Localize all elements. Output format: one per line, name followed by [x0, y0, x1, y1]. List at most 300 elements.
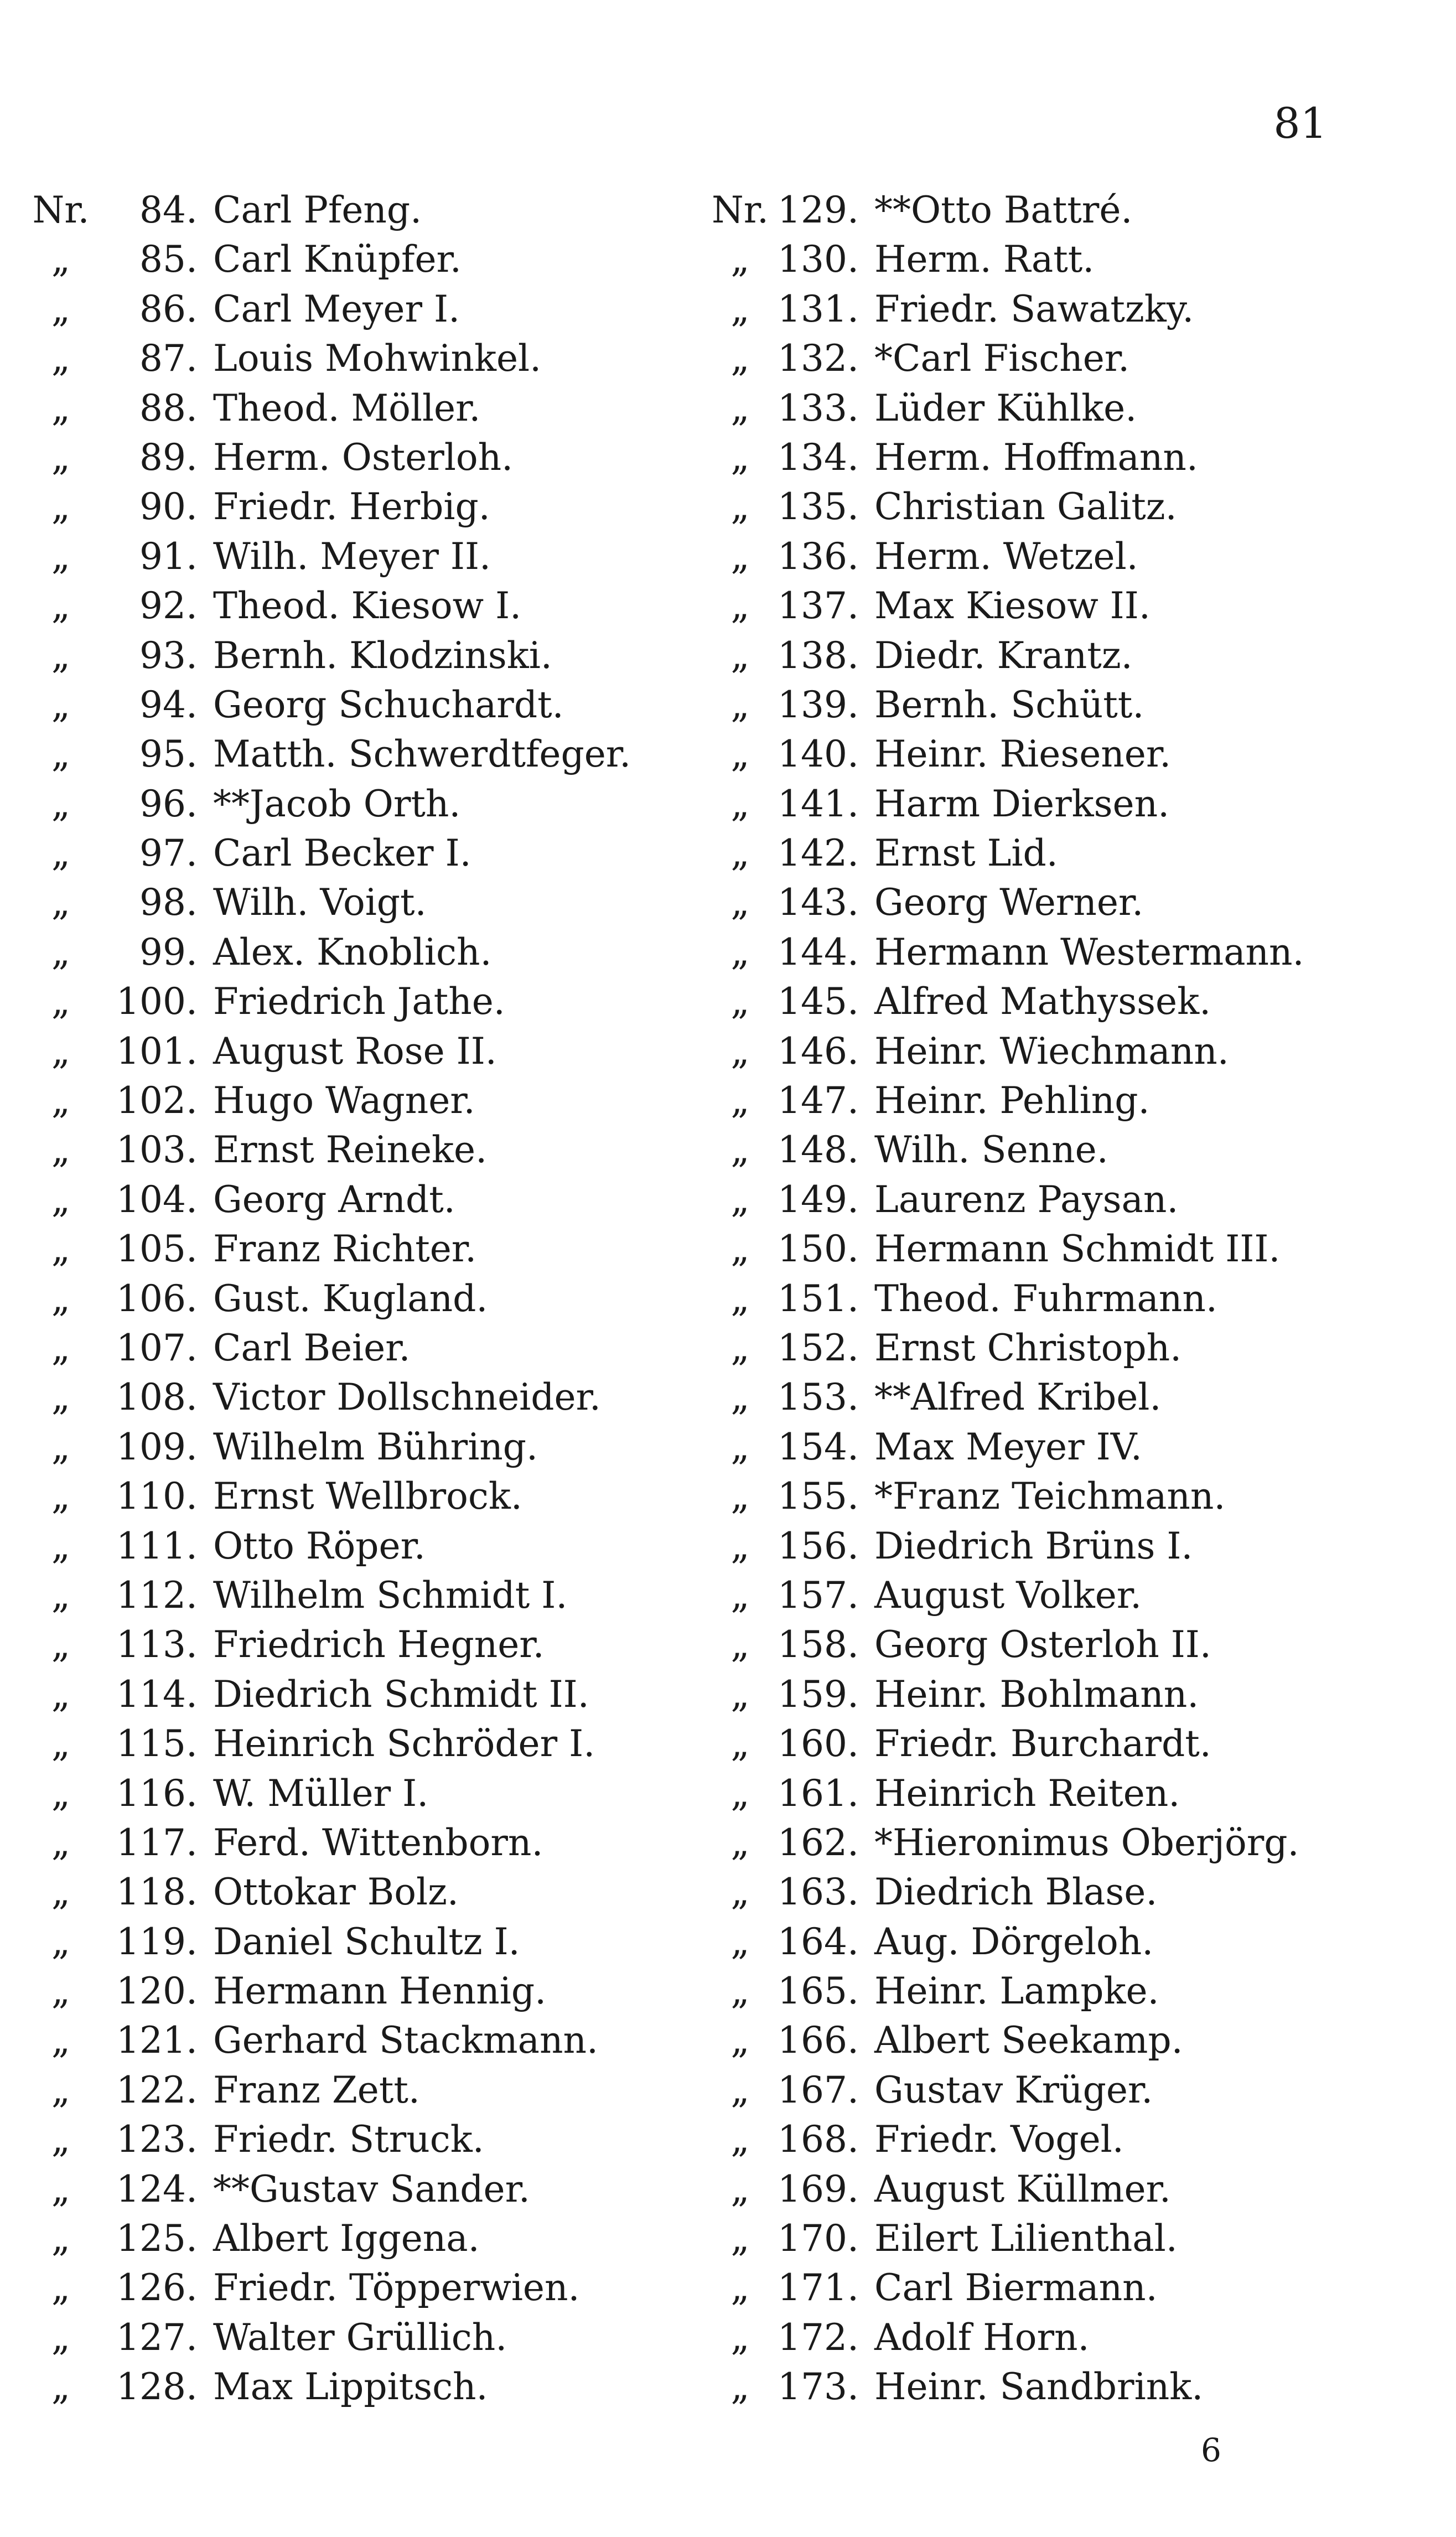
entry-prefix: „ — [51, 1821, 71, 1864]
entry-number: 155. — [778, 1475, 859, 1518]
list-item — [706, 1818, 1304, 1867]
entry-number: 163. — [778, 1871, 859, 1914]
entry-number: 169. — [778, 2167, 859, 2210]
entry-prefix: „ — [730, 386, 750, 429]
entry-number: 164. — [778, 1920, 859, 1963]
list-item — [25, 2214, 631, 2263]
entry-number: 96. — [139, 782, 198, 825]
entry-number: 110. — [116, 1475, 198, 1518]
entry-number: 97. — [139, 832, 198, 875]
entry-number: 94. — [139, 683, 198, 726]
entry-prefix: „ — [730, 832, 750, 875]
entry-name: August Rose II. — [213, 1029, 497, 1073]
entry-name: Carl Meyer I. — [213, 287, 460, 330]
entry-name: Otto Röper. — [213, 1524, 426, 1567]
entry-number: 152. — [778, 1326, 859, 1369]
entry-name: Wilhelm Schmidt I. — [213, 1573, 568, 1617]
list-item — [25, 2016, 631, 2065]
entry-name: **Alfred Kribel. — [874, 1376, 1162, 1419]
entry-number: 161. — [778, 1772, 859, 1815]
entry-name: Aug. Dörgeloh. — [874, 1920, 1154, 1963]
entry-number: 85. — [139, 238, 198, 281]
entry-prefix: „ — [51, 1425, 71, 1468]
entry-prefix: „ — [730, 535, 750, 578]
entry-number: 160. — [778, 1722, 859, 1765]
list-item — [706, 1224, 1304, 1273]
entry-prefix: Nr. — [32, 189, 90, 231]
entry-number: 101. — [116, 1029, 198, 1073]
list-item — [25, 729, 631, 779]
entry-number: 95. — [139, 733, 198, 776]
list-item — [25, 2313, 631, 2362]
list-item — [706, 1867, 1304, 1917]
entry-prefix: „ — [51, 1178, 71, 1221]
entry-number: 131. — [778, 287, 859, 330]
entry-number: 150. — [778, 1228, 859, 1271]
entry-name: Gustav Krüger. — [874, 2068, 1153, 2111]
entry-name: Gerhard Stackmann. — [213, 2019, 598, 2062]
entry-name: Harm Dierksen. — [874, 782, 1170, 825]
entry-name: Franz Richter. — [213, 1228, 477, 1271]
entry-name: Hermann Schmidt III. — [874, 1228, 1281, 1271]
entry-prefix: „ — [51, 2118, 71, 2161]
entry-prefix: „ — [730, 1821, 750, 1864]
entry-name: Friedr. Vogel. — [874, 2118, 1124, 2161]
entry-prefix: „ — [51, 1128, 71, 1172]
entry-prefix: „ — [730, 881, 750, 924]
entry-prefix: „ — [51, 1524, 71, 1567]
list-item — [706, 1719, 1304, 1768]
list-item — [706, 532, 1304, 581]
entry-prefix: „ — [730, 1623, 750, 1666]
entry-prefix: „ — [730, 1178, 750, 1221]
list-item — [706, 2065, 1304, 2115]
entry-number: 118. — [116, 1871, 198, 1914]
entry-name: Hermann Westermann. — [874, 930, 1304, 974]
list-item — [25, 977, 631, 1026]
entry-prefix: Nr. — [711, 189, 769, 231]
entry-prefix: „ — [51, 881, 71, 924]
entry-name: Friedr. Burchardt. — [874, 1722, 1211, 1765]
entry-number: 120. — [116, 1970, 198, 2013]
entry-number: 108. — [116, 1376, 198, 1419]
list-item — [25, 2362, 631, 2411]
entry-name: Adolf Horn. — [874, 2316, 1090, 2359]
list-item — [25, 482, 631, 531]
entry-prefix: „ — [51, 1376, 71, 1419]
entry-name: Eilert Lilienthal. — [874, 2217, 1178, 2260]
entry-number: 171. — [778, 2266, 859, 2310]
entry-prefix: „ — [730, 1079, 750, 1122]
entry-prefix: „ — [730, 1277, 750, 1320]
entry-name: Ernst Lid. — [874, 832, 1058, 875]
entry-prefix: „ — [51, 1228, 71, 1271]
entry-prefix: „ — [730, 2019, 750, 2062]
entry-prefix: „ — [51, 1970, 71, 2013]
entry-name: Albert Iggena. — [213, 2217, 480, 2260]
entry-number: 121. — [116, 2019, 198, 2062]
list-item — [706, 284, 1304, 334]
list-item — [706, 1769, 1304, 1818]
entry-number: 159. — [778, 1673, 859, 1716]
entry-prefix: „ — [730, 2365, 750, 2409]
entry-prefix: „ — [51, 535, 71, 578]
entry-number: 142. — [778, 832, 859, 875]
list-item — [706, 1670, 1304, 1719]
entry-number: 117. — [116, 1821, 198, 1864]
entry-name: Wilh. Voigt. — [213, 881, 427, 924]
list-item — [706, 2313, 1304, 2362]
entry-name: Heinr. Sandbrink. — [874, 2365, 1204, 2409]
list-item — [25, 1867, 631, 1917]
entry-number: 140. — [778, 733, 859, 776]
entry-prefix: „ — [730, 2217, 750, 2260]
entry-name: Ferd. Wittenborn. — [213, 1821, 543, 1864]
entry-name: Victor Dollschneider. — [213, 1376, 601, 1419]
entry-name: Carl Biermann. — [874, 2266, 1158, 2310]
list-item — [25, 2263, 631, 2312]
list-item — [25, 1670, 631, 1719]
entry-name: Alex. Knoblich. — [213, 930, 492, 974]
list-item — [706, 1620, 1304, 1669]
entry-number: 132. — [778, 337, 859, 380]
entry-number: 116. — [116, 1772, 198, 1815]
right-column-list — [706, 185, 1304, 2412]
entry-prefix: „ — [730, 782, 750, 825]
list-item — [25, 532, 631, 581]
entry-number: 138. — [778, 634, 859, 677]
entry-number: 153. — [778, 1376, 859, 1419]
entry-name: Carl Becker I. — [213, 832, 471, 875]
entry-name: Ernst Reineke. — [213, 1128, 488, 1172]
entry-prefix: „ — [51, 287, 71, 330]
entry-prefix: „ — [51, 2019, 71, 2062]
entry-name: **Gustav Sander. — [213, 2167, 530, 2210]
entry-number: 99. — [139, 930, 198, 974]
entry-number: 87. — [139, 337, 198, 380]
entry-name: *Franz Teichmann. — [874, 1475, 1226, 1518]
entry-prefix: „ — [730, 1326, 750, 1369]
entry-name: Carl Beier. — [213, 1326, 411, 1369]
entry-number: 141. — [778, 782, 859, 825]
entry-name: Max Lippitsch. — [213, 2365, 488, 2409]
page-number: 81 — [1273, 99, 1327, 148]
list-item — [25, 185, 631, 235]
list-item — [25, 1323, 631, 1373]
entry-prefix: „ — [730, 1376, 750, 1419]
list-item — [706, 1027, 1304, 1076]
entry-name: Theod. Fuhrmann. — [874, 1277, 1217, 1320]
entry-prefix: „ — [51, 930, 71, 974]
entry-name: Hugo Wagner. — [213, 1079, 475, 1122]
entry-number: 156. — [778, 1524, 859, 1567]
entry-number: 119. — [116, 1920, 198, 1963]
entry-name: August Küllmer. — [874, 2167, 1171, 2210]
list-item — [25, 1027, 631, 1076]
entry-number: 133. — [778, 386, 859, 429]
entry-name: Diedrich Schmidt II. — [213, 1673, 589, 1716]
entry-number: 98. — [139, 881, 198, 924]
entry-prefix: „ — [730, 1228, 750, 1271]
list-item — [706, 581, 1304, 630]
entry-prefix: „ — [51, 1673, 71, 1716]
entry-number: 154. — [778, 1425, 859, 1468]
entry-name: Georg Schuchardt. — [213, 683, 564, 726]
entry-number: 173. — [778, 2365, 859, 2409]
entry-prefix: „ — [730, 1573, 750, 1617]
list-item — [25, 433, 631, 482]
list-item — [706, 1571, 1304, 1620]
entry-prefix: „ — [51, 2316, 71, 2359]
entry-prefix: „ — [730, 980, 750, 1023]
list-item — [706, 334, 1304, 383]
entry-name: Diedrich Blase. — [874, 1871, 1158, 1914]
entry-name: Georg Werner. — [874, 881, 1144, 924]
list-item — [706, 729, 1304, 779]
entry-number: 106. — [116, 1277, 198, 1320]
entry-name: Herm. Ratt. — [874, 238, 1095, 281]
entry-prefix: „ — [51, 238, 71, 281]
entry-number: 88. — [139, 386, 198, 429]
entry-number: 162. — [778, 1821, 859, 1864]
entry-name: Friedr. Töpperwien. — [213, 2266, 580, 2310]
list-item — [706, 1472, 1304, 1521]
entry-prefix: „ — [51, 683, 71, 726]
list-item — [25, 384, 631, 433]
entry-prefix: „ — [730, 2068, 750, 2111]
entry-number: 107. — [116, 1326, 198, 1369]
list-item — [25, 334, 631, 383]
list-item — [25, 1818, 631, 1867]
entry-number: 123. — [116, 2118, 198, 2161]
entry-prefix: „ — [730, 1970, 750, 2013]
entry-name: **Jacob Orth. — [213, 782, 461, 825]
list-item — [25, 2065, 631, 2115]
entry-prefix: „ — [51, 1722, 71, 1765]
entry-number: 93. — [139, 634, 198, 677]
entry-name: Theod. Möller. — [213, 386, 481, 429]
list-item — [706, 2263, 1304, 2312]
entry-prefix: „ — [51, 1573, 71, 1617]
list-item — [706, 482, 1304, 531]
entry-name: Bernh. Klodzinski. — [213, 634, 552, 677]
entry-number: 145. — [778, 980, 859, 1023]
entry-prefix: „ — [730, 733, 750, 776]
entry-name: Matth. Schwerdtfeger. — [213, 733, 631, 776]
entry-number: 139. — [778, 683, 859, 726]
entry-number: 135. — [778, 485, 859, 529]
entry-number: 100. — [116, 980, 198, 1023]
entry-number: 151. — [778, 1277, 859, 1320]
entry-number: 113. — [116, 1623, 198, 1666]
list-item — [25, 928, 631, 977]
entry-name: Diedr. Krantz. — [874, 634, 1133, 677]
entry-name: W. Müller I. — [213, 1772, 429, 1815]
entry-name: Christian Galitz. — [874, 485, 1177, 529]
list-item — [25, 1966, 631, 2016]
list-item — [706, 2362, 1304, 2411]
entry-prefix: „ — [51, 1871, 71, 1914]
entry-prefix: „ — [730, 238, 750, 281]
entry-prefix: „ — [730, 2316, 750, 2359]
entry-name: Wilh. Meyer II. — [213, 535, 491, 578]
entry-number: 128. — [116, 2365, 198, 2409]
entry-prefix: „ — [730, 1425, 750, 1468]
list-item — [706, 878, 1304, 927]
entry-prefix: „ — [51, 485, 71, 529]
entry-name: Heinr. Lampke. — [874, 1970, 1159, 2013]
entry-prefix: „ — [51, 436, 71, 479]
list-item — [25, 581, 631, 630]
entry-name: Friedr. Herbig. — [213, 485, 490, 529]
entry-prefix: „ — [730, 2118, 750, 2161]
entry-name: Diedrich Brüns I. — [874, 1524, 1193, 1567]
entry-number: 157. — [778, 1573, 859, 1617]
list-item — [25, 1719, 631, 1768]
entry-prefix: „ — [51, 1772, 71, 1815]
entry-name: Friedr. Struck. — [213, 2118, 484, 2161]
entry-name: Wilhelm Bühring. — [213, 1425, 538, 1468]
list-item — [25, 878, 631, 927]
entry-name: Herm. Hoffmann. — [874, 436, 1198, 479]
entry-prefix: „ — [51, 2167, 71, 2210]
list-item — [706, 1125, 1304, 1174]
entry-number: 149. — [778, 1178, 859, 1221]
entry-number: 89. — [139, 436, 198, 479]
list-item — [25, 1125, 631, 1174]
entry-name: Heinr. Pehling. — [874, 1079, 1150, 1122]
entry-name: **Otto Battré. — [874, 189, 1133, 231]
list-item — [25, 1472, 631, 1521]
list-item — [25, 1769, 631, 1818]
entry-number: 126. — [116, 2266, 198, 2310]
entry-name: Heinrich Reiten. — [874, 1772, 1180, 1815]
entry-prefix: „ — [730, 2167, 750, 2210]
entry-number: 146. — [778, 1029, 859, 1073]
entry-prefix: „ — [730, 1673, 750, 1716]
entry-prefix: „ — [730, 1128, 750, 1172]
list-item — [706, 2165, 1304, 2214]
entry-name: Ernst Wellbrock. — [213, 1475, 522, 1518]
entry-number: 104. — [116, 1178, 198, 1221]
list-item — [706, 1076, 1304, 1125]
list-item — [706, 1323, 1304, 1373]
entry-number: 124. — [116, 2167, 198, 2210]
list-item — [706, 1274, 1304, 1323]
entry-name: Lüder Kühlke. — [874, 386, 1137, 429]
entry-number: 158. — [778, 1623, 859, 1666]
list-item — [25, 1373, 631, 1422]
entry-name: Hermann Hennig. — [213, 1970, 547, 2013]
entry-prefix: „ — [51, 1079, 71, 1122]
signature-mark: 6 — [1201, 2431, 1221, 2469]
entry-prefix: „ — [730, 2266, 750, 2310]
entry-prefix: „ — [730, 1524, 750, 1567]
list-item — [706, 2214, 1304, 2263]
list-item — [706, 185, 1304, 235]
list-item — [706, 2115, 1304, 2164]
entry-number: 148. — [778, 1128, 859, 1172]
entry-name: Walter Grüllich. — [213, 2316, 507, 2359]
entry-number: 84. — [139, 189, 198, 231]
entry-number: 129. — [778, 189, 859, 231]
entry-name: Friedrich Jathe. — [213, 980, 505, 1023]
list-item — [25, 284, 631, 334]
entry-prefix: „ — [51, 634, 71, 677]
entry-number: 122. — [116, 2068, 198, 2111]
list-item — [25, 235, 631, 284]
list-item — [25, 1521, 631, 1571]
entry-name: Herm. Osterloh. — [213, 436, 514, 479]
list-item — [25, 2165, 631, 2214]
list-item — [25, 1620, 631, 1669]
list-item — [25, 1076, 631, 1125]
entry-number: 172. — [778, 2316, 859, 2359]
entry-prefix: „ — [730, 584, 750, 628]
entry-number: 144. — [778, 930, 859, 974]
entry-name: Friedr. Sawatzky. — [874, 287, 1194, 330]
entry-prefix: „ — [730, 930, 750, 974]
entry-number: 109. — [116, 1425, 198, 1468]
entry-name: Herm. Wetzel. — [874, 535, 1138, 578]
entry-number: 112. — [116, 1573, 198, 1617]
entry-name: Carl Knüpfer. — [213, 238, 462, 281]
entry-number: 136. — [778, 535, 859, 578]
entry-prefix: „ — [51, 2365, 71, 2409]
list-item — [25, 829, 631, 878]
entry-number: 165. — [778, 1970, 859, 2013]
list-item — [706, 1966, 1304, 2016]
entry-prefix: „ — [730, 1772, 750, 1815]
entry-prefix: „ — [51, 733, 71, 776]
list-item — [25, 680, 631, 729]
entry-number: 170. — [778, 2217, 859, 2260]
entry-name: Heinr. Bohlmann. — [874, 1673, 1199, 1716]
entry-name: *Carl Fischer. — [874, 337, 1130, 380]
list-item — [706, 928, 1304, 977]
entry-number: 166. — [778, 2019, 859, 2062]
list-item — [25, 2115, 631, 2164]
entry-prefix: „ — [51, 980, 71, 1023]
entry-prefix: „ — [730, 683, 750, 726]
list-item — [706, 779, 1304, 829]
list-item — [25, 1224, 631, 1273]
entry-name: Georg Osterloh II. — [874, 1623, 1211, 1666]
entry-prefix: „ — [730, 436, 750, 479]
entry-prefix: „ — [730, 634, 750, 677]
entry-prefix: „ — [51, 1475, 71, 1518]
list-item — [706, 1917, 1304, 1966]
entry-number: 137. — [778, 584, 859, 628]
entry-name: Franz Zett. — [213, 2068, 420, 2111]
entry-name: Friedrich Hegner. — [213, 1623, 545, 1666]
entry-number: 127. — [116, 2316, 198, 2359]
entry-prefix: „ — [51, 1623, 71, 1666]
entry-number: 86. — [139, 287, 198, 330]
entry-name: Max Kiesow II. — [874, 584, 1151, 628]
entry-name: Carl Pfeng. — [213, 189, 422, 231]
entry-name: Theod. Kiesow I. — [213, 584, 522, 628]
entry-prefix: „ — [51, 584, 71, 628]
entry-number: 167. — [778, 2068, 859, 2111]
entry-number: 111. — [116, 1524, 198, 1567]
entry-name: August Volker. — [874, 1573, 1142, 1617]
entry-prefix: „ — [51, 1920, 71, 1963]
entry-prefix: „ — [51, 1029, 71, 1073]
entry-number: 115. — [116, 1722, 198, 1765]
entry-name: Daniel Schultz I. — [213, 1920, 520, 1963]
entry-name: Wilh. Senne. — [874, 1128, 1108, 1172]
